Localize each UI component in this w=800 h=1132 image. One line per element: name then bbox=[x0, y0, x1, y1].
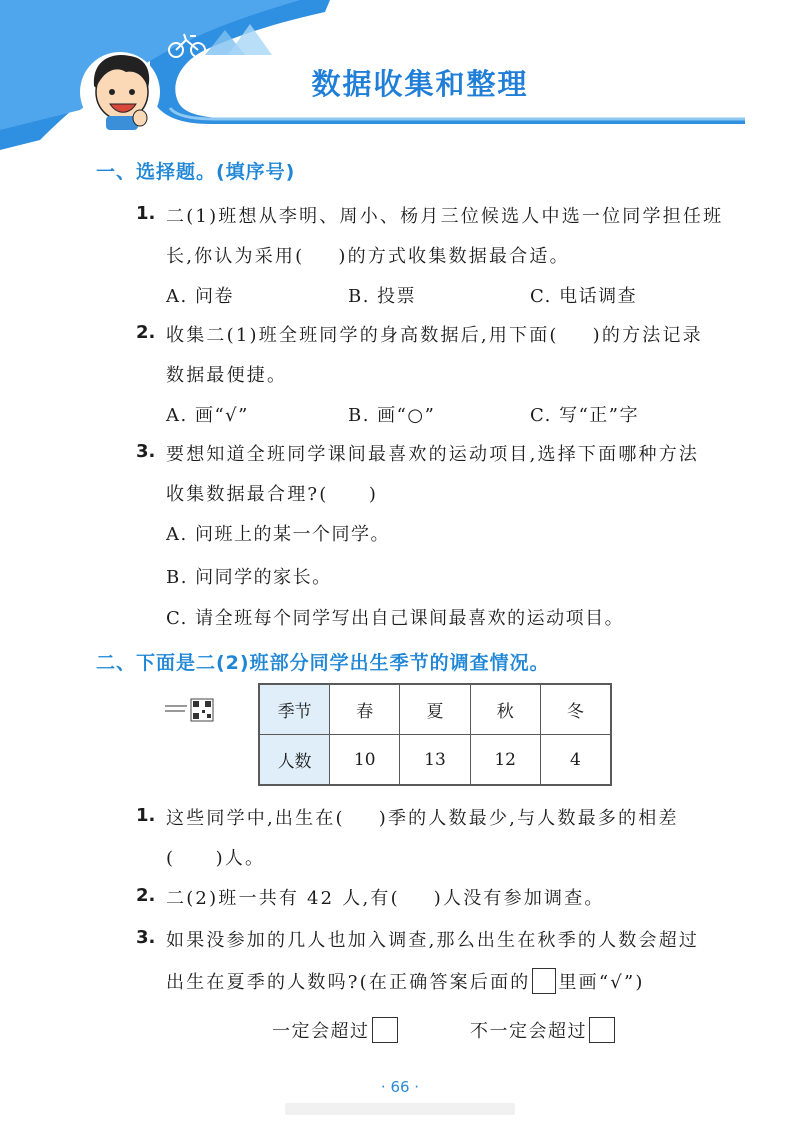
q3-number: 3. bbox=[136, 441, 156, 462]
choice-not-necessarily: 不一定会超过 bbox=[470, 1017, 615, 1043]
must-exceed-checkbox[interactable] bbox=[372, 1017, 398, 1043]
table-count-cell: 12 bbox=[470, 735, 540, 786]
q3-line1: 要想知道全班同学课间最喜欢的运动项目,选择下面哪种方法 bbox=[166, 444, 700, 465]
table-count-cell: 10 bbox=[330, 735, 400, 786]
q3-option-b[interactable]: B. 问同学的家长。 bbox=[166, 567, 332, 588]
q2-option-c[interactable]: C. 写“正”字 bbox=[530, 405, 639, 426]
season-survey-table bbox=[258, 683, 612, 786]
q1-option-b[interactable]: B. 投票 bbox=[348, 286, 417, 307]
section1-heading: 一、选择题。(填序号) bbox=[96, 161, 296, 183]
s2-q3-line2: 出生在夏季的人数吗?(在正确答案后面的 里画“√”) bbox=[166, 968, 645, 994]
s2-q2-number: 2. bbox=[136, 885, 156, 906]
q1-option-a[interactable]: A. 问卷 bbox=[166, 286, 234, 307]
s2-q1-line1: 这些同学中,出生在( )季的人数最少,与人数最多的相差 bbox=[166, 808, 679, 829]
q1-option-c[interactable]: C. 电话调查 bbox=[530, 286, 638, 307]
table-row-label: 人数 bbox=[259, 735, 330, 786]
q2-number: 2. bbox=[136, 322, 156, 343]
section2-heading: 二、下面是二(2)班部分同学出生季节的调查情况。 bbox=[96, 652, 550, 674]
table-season-cell: 春 bbox=[330, 684, 400, 735]
inline-square-icon bbox=[532, 968, 556, 994]
q1-line1: 二(1)班想从李明、周小、杨月三位候选人中选一位同学担任班 bbox=[166, 206, 724, 227]
qr-code-icon bbox=[165, 697, 217, 723]
table-header-label: 季节 bbox=[259, 684, 330, 735]
page-number: · 66 · bbox=[380, 1078, 420, 1096]
s2-q2-line1: 二(2)班一共有 42 人,有( )人没有参加调查。 bbox=[166, 888, 605, 909]
q3-option-a[interactable]: A. 问班上的某一个同学。 bbox=[166, 524, 390, 545]
q2-option-a[interactable]: A. 画“√” bbox=[166, 405, 249, 426]
s2-q3-number: 3. bbox=[136, 927, 156, 948]
q1-line2: 长,你认为采用( )的方式收集数据最合适。 bbox=[166, 246, 570, 267]
table-count-cell: 13 bbox=[400, 735, 470, 786]
footer-watermark-bar bbox=[285, 1103, 515, 1115]
q2-line2: 数据最便捷。 bbox=[166, 365, 288, 386]
q3-option-c[interactable]: C. 请全班每个同学写出自己课间最喜欢的运动项目。 bbox=[166, 608, 625, 629]
table-season-cell: 夏 bbox=[400, 684, 470, 735]
table-count-row bbox=[259, 735, 611, 786]
s2-q1-number: 1. bbox=[136, 805, 156, 826]
q1-number: 1. bbox=[136, 203, 156, 224]
page-title: 数据收集和整理 bbox=[311, 67, 529, 101]
table-count-cell: 4 bbox=[540, 735, 611, 786]
not-necessarily-checkbox[interactable] bbox=[589, 1017, 615, 1043]
q3-line2: 收集数据最合理?( ) bbox=[166, 484, 379, 505]
q2-line1: 收集二(1)班全班同学的身高数据后,用下面( )的方法记录 bbox=[166, 325, 703, 346]
s2-q3-line1: 如果没参加的几人也加入调查,那么出生在秋季的人数会超过 bbox=[166, 930, 700, 951]
q2-option-b[interactable]: B. 画“○” bbox=[348, 405, 436, 426]
table-season-cell: 冬 bbox=[540, 684, 611, 735]
s2-q1-line2: ( )人。 bbox=[166, 848, 266, 869]
choice-must-exceed: 一定会超过 bbox=[272, 1017, 398, 1043]
table-season-cell: 秋 bbox=[470, 684, 540, 735]
boy-mascot-icon bbox=[80, 52, 160, 132]
table-header-row bbox=[259, 684, 611, 735]
